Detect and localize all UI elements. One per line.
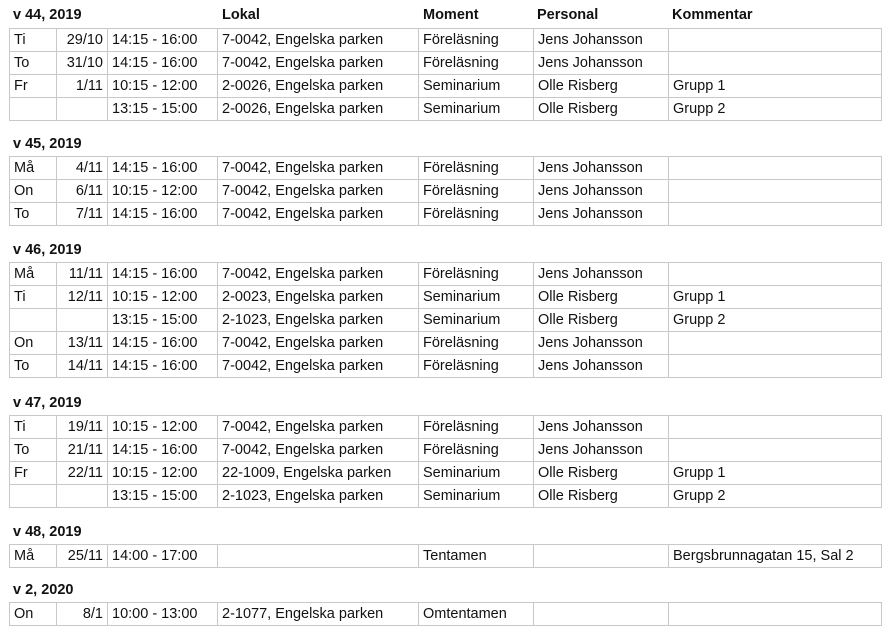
cell-room: 7-0042, Engelska parken (218, 416, 419, 439)
cell-room: 7-0042, Engelska parken (218, 180, 419, 203)
table-row (10, 439, 882, 462)
cell-moment: Seminarium (419, 485, 534, 508)
cell-time: 13:15 - 15:00 (108, 309, 218, 332)
cell-day: To (10, 355, 57, 378)
cell-date: 21/11 (57, 439, 108, 462)
header-personal: Personal (537, 7, 599, 23)
cell-moment: Föreläsning (419, 332, 534, 355)
table-row (10, 545, 882, 568)
cell-room (218, 545, 419, 568)
week-table (9, 544, 882, 568)
cell-room: 2-0026, Engelska parken (218, 98, 419, 121)
cell-comment (669, 263, 882, 286)
cell-comment (669, 603, 882, 626)
table-row (10, 29, 882, 52)
cell-comment (669, 332, 882, 355)
header-lokal: Lokal (222, 7, 260, 23)
cell-personal: Jens Johansson (534, 29, 669, 52)
cell-room: 7-0042, Engelska parken (218, 332, 419, 355)
cell-personal: Jens Johansson (534, 355, 669, 378)
cell-personal: Jens Johansson (534, 203, 669, 226)
cell-day: Ti (10, 416, 57, 439)
cell-personal: Jens Johansson (534, 332, 669, 355)
cell-date: 19/11 (57, 416, 108, 439)
cell-room: 7-0042, Engelska parken (218, 355, 419, 378)
cell-time: 13:15 - 15:00 (108, 485, 218, 508)
week-table (9, 602, 882, 626)
cell-date: 29/10 (57, 29, 108, 52)
cell-room: 2-0023, Engelska parken (218, 286, 419, 309)
cell-room: 2-1077, Engelska parken (218, 603, 419, 626)
cell-room: 22-1009, Engelska parken (218, 462, 419, 485)
cell-moment: Seminarium (419, 286, 534, 309)
cell-moment: Omtentamen (419, 603, 534, 626)
cell-moment: Föreläsning (419, 52, 534, 75)
cell-date: 8/1 (57, 603, 108, 626)
cell-room: 7-0042, Engelska parken (218, 52, 419, 75)
cell-day: Må (10, 157, 57, 180)
week-table (9, 415, 882, 508)
cell-day (10, 485, 57, 508)
cell-date (57, 98, 108, 121)
cell-personal: Jens Johansson (534, 416, 669, 439)
cell-moment: Föreläsning (419, 355, 534, 378)
cell-day: On (10, 603, 57, 626)
cell-date: 31/10 (57, 52, 108, 75)
week-title: v 46, 2019 (13, 242, 82, 258)
cell-room: 2-1023, Engelska parken (218, 309, 419, 332)
cell-comment: Grupp 1 (669, 462, 882, 485)
week-table (9, 262, 882, 378)
cell-personal: Olle Risberg (534, 75, 669, 98)
cell-room: 7-0042, Engelska parken (218, 29, 419, 52)
table-row (10, 286, 882, 309)
cell-time: 14:15 - 16:00 (108, 157, 218, 180)
cell-personal: Olle Risberg (534, 485, 669, 508)
cell-room: 2-0026, Engelska parken (218, 75, 419, 98)
table-row (10, 355, 882, 378)
cell-time: 14:15 - 16:00 (108, 203, 218, 226)
cell-moment: Föreläsning (419, 29, 534, 52)
cell-date: 14/11 (57, 355, 108, 378)
cell-day (10, 98, 57, 121)
table-row (10, 75, 882, 98)
cell-comment (669, 52, 882, 75)
cell-moment: Seminarium (419, 462, 534, 485)
table-row (10, 52, 882, 75)
cell-date: 6/11 (57, 180, 108, 203)
cell-room: 7-0042, Engelska parken (218, 157, 419, 180)
cell-comment (669, 416, 882, 439)
week-table (9, 156, 882, 226)
cell-date (57, 309, 108, 332)
cell-comment (669, 355, 882, 378)
cell-time: 10:15 - 12:00 (108, 75, 218, 98)
cell-room: 7-0042, Engelska parken (218, 439, 419, 462)
cell-date: 11/11 (57, 263, 108, 286)
week-title: v 44, 2019 (13, 7, 82, 23)
table-row (10, 462, 882, 485)
cell-personal: Olle Risberg (534, 98, 669, 121)
cell-time: 14:15 - 16:00 (108, 439, 218, 462)
cell-moment: Tentamen (419, 545, 534, 568)
cell-comment: Grupp 1 (669, 286, 882, 309)
cell-time: 10:15 - 12:00 (108, 286, 218, 309)
cell-moment: Föreläsning (419, 263, 534, 286)
cell-time: 14:00 - 17:00 (108, 545, 218, 568)
table-row (10, 157, 882, 180)
table-row (10, 485, 882, 508)
cell-personal: Jens Johansson (534, 439, 669, 462)
cell-comment (669, 157, 882, 180)
cell-time: 10:15 - 12:00 (108, 462, 218, 485)
cell-time: 10:15 - 12:00 (108, 416, 218, 439)
cell-day (10, 309, 57, 332)
cell-time: 10:15 - 12:00 (108, 180, 218, 203)
cell-comment: Grupp 1 (669, 75, 882, 98)
cell-moment: Föreläsning (419, 203, 534, 226)
table-row (10, 603, 882, 626)
cell-personal: Olle Risberg (534, 462, 669, 485)
cell-comment (669, 439, 882, 462)
cell-personal: Jens Johansson (534, 157, 669, 180)
cell-moment: Föreläsning (419, 439, 534, 462)
cell-time: 14:15 - 16:00 (108, 52, 218, 75)
table-row (10, 332, 882, 355)
week-title: v 47, 2019 (13, 395, 82, 411)
cell-date: 4/11 (57, 157, 108, 180)
table-row (10, 180, 882, 203)
cell-moment: Seminarium (419, 98, 534, 121)
cell-comment (669, 29, 882, 52)
table-row (10, 309, 882, 332)
cell-personal: Jens Johansson (534, 263, 669, 286)
cell-time: 10:00 - 13:00 (108, 603, 218, 626)
cell-room: 2-1023, Engelska parken (218, 485, 419, 508)
table-row (10, 416, 882, 439)
cell-comment: Grupp 2 (669, 98, 882, 121)
week-title: v 48, 2019 (13, 524, 82, 540)
cell-room: 7-0042, Engelska parken (218, 263, 419, 286)
cell-personal: Jens Johansson (534, 52, 669, 75)
week-title: v 2, 2020 (13, 582, 74, 598)
cell-day: Må (10, 545, 57, 568)
cell-comment: Grupp 2 (669, 485, 882, 508)
cell-day: To (10, 203, 57, 226)
cell-moment: Seminarium (419, 75, 534, 98)
cell-day: Må (10, 263, 57, 286)
cell-date (57, 485, 108, 508)
cell-time: 14:15 - 16:00 (108, 263, 218, 286)
cell-day: To (10, 52, 57, 75)
table-row (10, 263, 882, 286)
cell-moment: Föreläsning (419, 180, 534, 203)
header-moment: Moment (423, 7, 479, 23)
cell-comment (669, 180, 882, 203)
cell-day: Fr (10, 75, 57, 98)
cell-moment: Seminarium (419, 309, 534, 332)
table-row (10, 203, 882, 226)
cell-date: 1/11 (57, 75, 108, 98)
header-kommentar: Kommentar (672, 7, 753, 23)
cell-personal (534, 545, 669, 568)
cell-comment: Bergsbrunnagatan 15, Sal 2 (669, 545, 882, 568)
week-title: v 45, 2019 (13, 136, 82, 152)
cell-time: 13:15 - 15:00 (108, 98, 218, 121)
cell-date: 12/11 (57, 286, 108, 309)
cell-day: Ti (10, 286, 57, 309)
cell-time: 14:15 - 16:00 (108, 29, 218, 52)
cell-room: 7-0042, Engelska parken (218, 203, 419, 226)
cell-personal (534, 603, 669, 626)
week-table (9, 28, 882, 121)
cell-day: To (10, 439, 57, 462)
cell-moment: Föreläsning (419, 157, 534, 180)
cell-date: 7/11 (57, 203, 108, 226)
cell-time: 14:15 - 16:00 (108, 355, 218, 378)
cell-date: 25/11 (57, 545, 108, 568)
cell-day: On (10, 332, 57, 355)
cell-date: 13/11 (57, 332, 108, 355)
cell-personal: Jens Johansson (534, 180, 669, 203)
cell-personal: Olle Risberg (534, 309, 669, 332)
cell-day: Fr (10, 462, 57, 485)
cell-date: 22/11 (57, 462, 108, 485)
cell-day: Ti (10, 29, 57, 52)
table-row (10, 98, 882, 121)
cell-time: 14:15 - 16:00 (108, 332, 218, 355)
cell-day: On (10, 180, 57, 203)
cell-moment: Föreläsning (419, 416, 534, 439)
cell-personal: Olle Risberg (534, 286, 669, 309)
cell-comment (669, 203, 882, 226)
cell-comment: Grupp 2 (669, 309, 882, 332)
